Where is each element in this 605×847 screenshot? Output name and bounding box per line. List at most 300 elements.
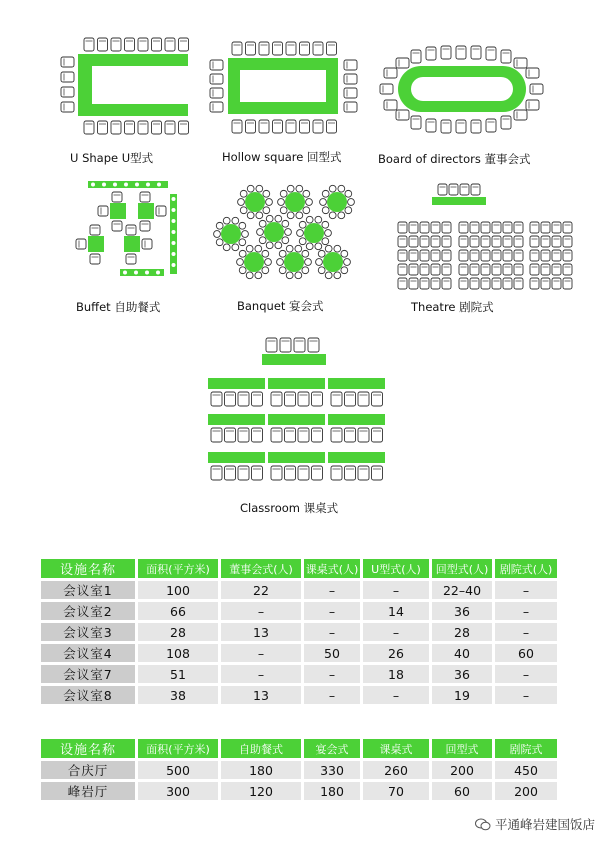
chair-icon (503, 222, 512, 233)
chair-icon (396, 58, 409, 68)
chair-icon (552, 222, 561, 233)
chair-icon (563, 222, 572, 233)
value-cell: 22–40 (432, 581, 492, 599)
chair-icon (541, 250, 550, 261)
label-classroom: Classroom 课桌式 (240, 501, 339, 515)
chair-icon (259, 42, 269, 55)
chair-icon (142, 239, 152, 249)
table-row (41, 581, 557, 599)
chair-icon (259, 120, 269, 133)
chair-icon (252, 392, 263, 406)
u-shape-diagram (61, 38, 189, 134)
chair-icon (541, 264, 550, 275)
chair-icon (552, 250, 561, 261)
value-cell: 51 (138, 665, 218, 683)
column-header: 宴会式 (304, 739, 360, 758)
value-cell: – (495, 623, 557, 641)
chair-icon (470, 222, 479, 233)
chair-icon (420, 250, 429, 261)
label-banquet: Banquet 宴会式 (237, 299, 324, 313)
chair-icon (420, 222, 429, 233)
chair-icon (238, 392, 249, 406)
chair-icon (492, 264, 501, 275)
chair-icon (563, 250, 572, 261)
chair-icon (411, 116, 421, 129)
column-header: 自助餐式 (221, 739, 301, 758)
chair-icon (294, 338, 305, 352)
chair-icon (344, 60, 357, 70)
value-cell: 100 (138, 581, 218, 599)
chair-icon (420, 278, 429, 289)
column-header: 面积(平方米) (138, 739, 218, 758)
hollow-square-diagram (210, 42, 357, 133)
chair-icon (344, 74, 357, 84)
chair-icon (563, 236, 572, 247)
chair-icon (470, 278, 479, 289)
chair-icon (232, 42, 242, 55)
value-cell: 60 (495, 644, 557, 662)
chair-icon (125, 121, 135, 134)
chair-icon (211, 466, 222, 480)
chair-icon (530, 84, 543, 94)
column-header: 回型式(人) (432, 559, 492, 578)
chair-icon (344, 88, 357, 98)
classroom-diagram (208, 338, 385, 480)
chair-icon (431, 222, 440, 233)
chair-icon (471, 184, 480, 195)
chair-icon (470, 236, 479, 247)
table-row (41, 602, 557, 620)
chair-icon (460, 184, 469, 195)
chair-icon (273, 42, 283, 55)
chair-icon (313, 42, 323, 55)
chair-icon (345, 392, 356, 406)
table-row (41, 761, 557, 779)
value-cell: – (304, 686, 360, 704)
chair-icon (298, 428, 309, 442)
chair-icon (398, 236, 407, 247)
round-table (277, 245, 312, 278)
chair-icon (152, 121, 162, 134)
chair-icon (286, 42, 296, 55)
room-name-cell: 会议室8 (41, 686, 135, 704)
chair-icon (98, 121, 108, 134)
chair-icon (211, 428, 222, 442)
chair-icon (126, 254, 136, 264)
chair-icon (238, 428, 249, 442)
label-hollow-square: Hollow square 回型式 (222, 150, 342, 164)
value-cell: – (221, 602, 301, 620)
chair-icon (252, 466, 263, 480)
chair-icon (552, 264, 561, 275)
chair-icon (442, 236, 451, 247)
value-cell: – (495, 602, 557, 620)
chair-icon (420, 264, 429, 275)
round-table (320, 185, 355, 218)
chair-icon (530, 278, 539, 289)
chair-icon (273, 120, 283, 133)
table-row (41, 665, 557, 683)
value-cell: 260 (363, 761, 429, 779)
chair-icon (152, 38, 162, 51)
column-header: 回型式 (432, 739, 492, 758)
chair-icon (530, 222, 539, 233)
room-name-cell: 会议室1 (41, 581, 135, 599)
column-header: 剧院式 (495, 739, 557, 758)
chair-icon (563, 278, 572, 289)
chair-icon (492, 236, 501, 247)
value-cell: 13 (221, 686, 301, 704)
value-cell: – (363, 686, 429, 704)
chair-icon (345, 428, 356, 442)
chair-icon (449, 184, 458, 195)
chair-icon (225, 466, 236, 480)
chair-icon (481, 278, 490, 289)
chair-icon (331, 428, 342, 442)
value-cell: 50 (304, 644, 360, 662)
chair-icon (526, 68, 539, 78)
value-cell: – (304, 623, 360, 641)
chair-icon (492, 278, 501, 289)
chair-icon (398, 250, 407, 261)
chair-icon (98, 206, 108, 216)
chair-icon (380, 84, 393, 94)
chair-icon (481, 222, 490, 233)
chair-icon (327, 42, 337, 55)
classroom-desk (208, 452, 265, 480)
value-cell: 60 (432, 782, 492, 800)
chair-icon (541, 222, 550, 233)
chair-icon (61, 102, 74, 112)
chair-icon (285, 428, 296, 442)
chair-icon (156, 206, 166, 216)
value-cell: 26 (363, 644, 429, 662)
chair-icon (431, 264, 440, 275)
value-cell: 108 (138, 644, 218, 662)
value-cell: 14 (363, 602, 429, 620)
buffet-diagram (76, 181, 177, 276)
room-name-cell: 会议室2 (41, 602, 135, 620)
chair-icon (481, 264, 490, 275)
hall-capacity-table (38, 736, 560, 803)
chair-icon (459, 278, 468, 289)
chair-icon (526, 100, 539, 110)
column-header: 设施名称 (41, 739, 135, 758)
chair-icon (384, 100, 397, 110)
room-name-cell: 会议室4 (41, 644, 135, 662)
classroom-desk (268, 414, 325, 442)
chair-icon (563, 264, 572, 275)
chair-icon (252, 428, 263, 442)
chair-icon (503, 250, 512, 261)
value-cell: – (221, 644, 301, 662)
chair-icon (514, 264, 523, 275)
value-cell: 22 (221, 581, 301, 599)
chair-icon (313, 120, 323, 133)
chair-icon (514, 278, 523, 289)
value-cell: – (363, 623, 429, 641)
chair-icon (358, 392, 369, 406)
chair-icon (442, 250, 451, 261)
chair-icon (530, 236, 539, 247)
label-theatre: Theatre 剧院式 (411, 300, 494, 314)
chair-icon (84, 38, 94, 51)
value-cell: – (363, 581, 429, 599)
chair-icon (246, 120, 256, 133)
chair-icon (372, 466, 383, 480)
chair-icon (442, 278, 451, 289)
chair-icon (398, 278, 407, 289)
chair-icon (126, 225, 136, 235)
board-diagram (380, 46, 543, 133)
meeting-room-capacity-table (38, 556, 560, 707)
column-header: 董事会式(人) (221, 559, 301, 578)
value-cell: 19 (432, 686, 492, 704)
chair-icon (358, 466, 369, 480)
chair-icon (225, 392, 236, 406)
value-cell: 38 (138, 686, 218, 704)
round-table (257, 215, 292, 248)
chair-icon (470, 250, 479, 261)
label-u-shape: U Shape U型式 (70, 151, 154, 165)
chair-icon (530, 250, 539, 261)
chair-icon (280, 338, 291, 352)
classroom-desk (328, 452, 385, 480)
value-cell: – (495, 665, 557, 683)
value-cell: 18 (363, 665, 429, 683)
chair-icon (84, 121, 94, 134)
chair-icon (266, 338, 277, 352)
chair-icon (111, 121, 121, 134)
chair-icon (331, 392, 342, 406)
room-name-cell: 会议室3 (41, 623, 135, 641)
value-cell: 36 (432, 602, 492, 620)
chair-icon (327, 120, 337, 133)
chair-icon (271, 428, 282, 442)
chair-icon (481, 250, 490, 261)
table-row (41, 623, 557, 641)
classroom-desk (328, 414, 385, 442)
chair-icon (165, 121, 175, 134)
chair-icon (552, 278, 561, 289)
chair-icon (112, 221, 122, 231)
chair-icon (514, 110, 527, 120)
value-cell: 180 (304, 782, 360, 800)
classroom-desk (208, 414, 265, 442)
chair-icon (441, 46, 451, 59)
value-cell: – (495, 686, 557, 704)
chair-icon (456, 120, 466, 133)
chair-icon (514, 58, 527, 68)
room-name-cell: 会议室7 (41, 665, 135, 683)
room-name-cell: 峰岩厅 (41, 782, 135, 800)
chair-icon (210, 88, 223, 98)
table-row (41, 686, 557, 704)
room-name-cell: 合庆厅 (41, 761, 135, 779)
chair-icon (459, 236, 468, 247)
value-cell: – (304, 602, 360, 620)
column-header: 设施名称 (41, 559, 135, 578)
value-cell: 36 (432, 665, 492, 683)
value-cell: 28 (432, 623, 492, 641)
chair-icon (210, 102, 223, 112)
chair-icon (358, 428, 369, 442)
chair-icon (125, 38, 135, 51)
chair-icon (372, 392, 383, 406)
column-header: U型式(人) (363, 559, 429, 578)
chair-icon (409, 264, 418, 275)
chair-icon (492, 250, 501, 261)
chair-icon (300, 120, 310, 133)
chair-icon (372, 428, 383, 442)
value-cell: – (304, 581, 360, 599)
table-row (41, 644, 557, 662)
column-header: 剧院式(人) (495, 559, 557, 578)
chair-icon (331, 466, 342, 480)
chair-icon (426, 119, 436, 132)
chair-icon (431, 250, 440, 261)
chair-icon (501, 116, 511, 129)
chair-icon (344, 102, 357, 112)
chair-icon (541, 278, 550, 289)
label-buffet: Buffet 自助餐式 (76, 300, 161, 314)
chair-icon (409, 236, 418, 247)
chair-icon (503, 236, 512, 247)
chair-icon (210, 74, 223, 84)
value-cell: 70 (363, 782, 429, 800)
chair-icon (298, 466, 309, 480)
chair-icon (541, 236, 550, 247)
chair-icon (431, 236, 440, 247)
chair-icon (312, 428, 323, 442)
chair-icon (285, 392, 296, 406)
chair-icon (61, 87, 74, 97)
chair-icon (111, 38, 121, 51)
header-row (41, 559, 557, 578)
round-table (237, 245, 272, 278)
column-header: 课桌式(人) (304, 559, 360, 578)
chair-icon (486, 47, 496, 60)
watermark (475, 815, 595, 833)
chair-icon (459, 222, 468, 233)
chair-icon (411, 50, 421, 63)
value-cell: 450 (495, 761, 557, 779)
chair-icon (271, 392, 282, 406)
chair-icon (409, 222, 418, 233)
chair-icon (501, 50, 511, 63)
chair-icon (481, 236, 490, 247)
chair-icon (246, 42, 256, 55)
value-cell: 500 (138, 761, 218, 779)
chair-icon (271, 466, 282, 480)
chair-icon (552, 236, 561, 247)
chair-icon (492, 222, 501, 233)
theatre-diagram (398, 184, 572, 289)
chair-icon (286, 120, 296, 133)
chair-icon (438, 184, 447, 195)
chair-icon (238, 466, 249, 480)
chair-icon (112, 192, 122, 202)
chair-icon (398, 222, 407, 233)
round-table (297, 216, 332, 249)
chair-icon (441, 120, 451, 133)
value-cell: 40 (432, 644, 492, 662)
chair-icon (431, 278, 440, 289)
chair-icon (459, 250, 468, 261)
chair-icon (398, 264, 407, 275)
wechat-icon (475, 818, 491, 831)
round-table (316, 245, 351, 278)
classroom-desk (328, 378, 385, 406)
round-table (238, 185, 273, 218)
chair-icon (312, 392, 323, 406)
chair-icon (470, 264, 479, 275)
chair-icon (232, 120, 242, 133)
chair-icon (140, 192, 150, 202)
chair-icon (140, 221, 150, 231)
chair-icon (420, 236, 429, 247)
chair-icon (179, 38, 189, 51)
value-cell: – (495, 581, 557, 599)
chair-icon (409, 278, 418, 289)
chair-icon (503, 278, 512, 289)
value-cell: – (304, 665, 360, 683)
classroom-desk (268, 378, 325, 406)
chair-icon (285, 466, 296, 480)
header-row (41, 739, 557, 758)
value-cell: 180 (221, 761, 301, 779)
chair-icon (486, 119, 496, 132)
chair-icon (384, 68, 397, 78)
chair-icon (211, 392, 222, 406)
banquet-diagram (214, 185, 355, 278)
chair-icon (396, 110, 409, 120)
value-cell: 300 (138, 782, 218, 800)
chair-icon (514, 236, 523, 247)
chair-icon (300, 42, 310, 55)
classroom-desk (268, 452, 325, 480)
chair-icon (409, 250, 418, 261)
value-cell: 200 (495, 782, 557, 800)
value-cell: – (221, 665, 301, 683)
chair-icon (514, 250, 523, 261)
column-header: 面积(平方米) (138, 559, 218, 578)
chair-icon (345, 466, 356, 480)
column-header: 课桌式 (363, 739, 429, 758)
chair-icon (298, 392, 309, 406)
chair-icon (76, 239, 86, 249)
label-board: Board of directors 董事会式 (378, 152, 531, 166)
chair-icon (312, 466, 323, 480)
table-row (41, 782, 557, 800)
chair-icon (471, 46, 481, 59)
chair-icon (90, 225, 100, 235)
chair-icon (503, 264, 512, 275)
chair-icon (514, 222, 523, 233)
chair-icon (138, 121, 148, 134)
value-cell: 120 (221, 782, 301, 800)
chair-icon (471, 120, 481, 133)
chair-icon (90, 254, 100, 264)
chair-icon (530, 264, 539, 275)
chair-icon (426, 47, 436, 60)
value-cell: 330 (304, 761, 360, 779)
chair-icon (165, 38, 175, 51)
chair-icon (442, 222, 451, 233)
chair-icon (98, 38, 108, 51)
watermark-text: 平通峰岩建国饭店 (494, 817, 595, 832)
round-table (278, 185, 313, 218)
